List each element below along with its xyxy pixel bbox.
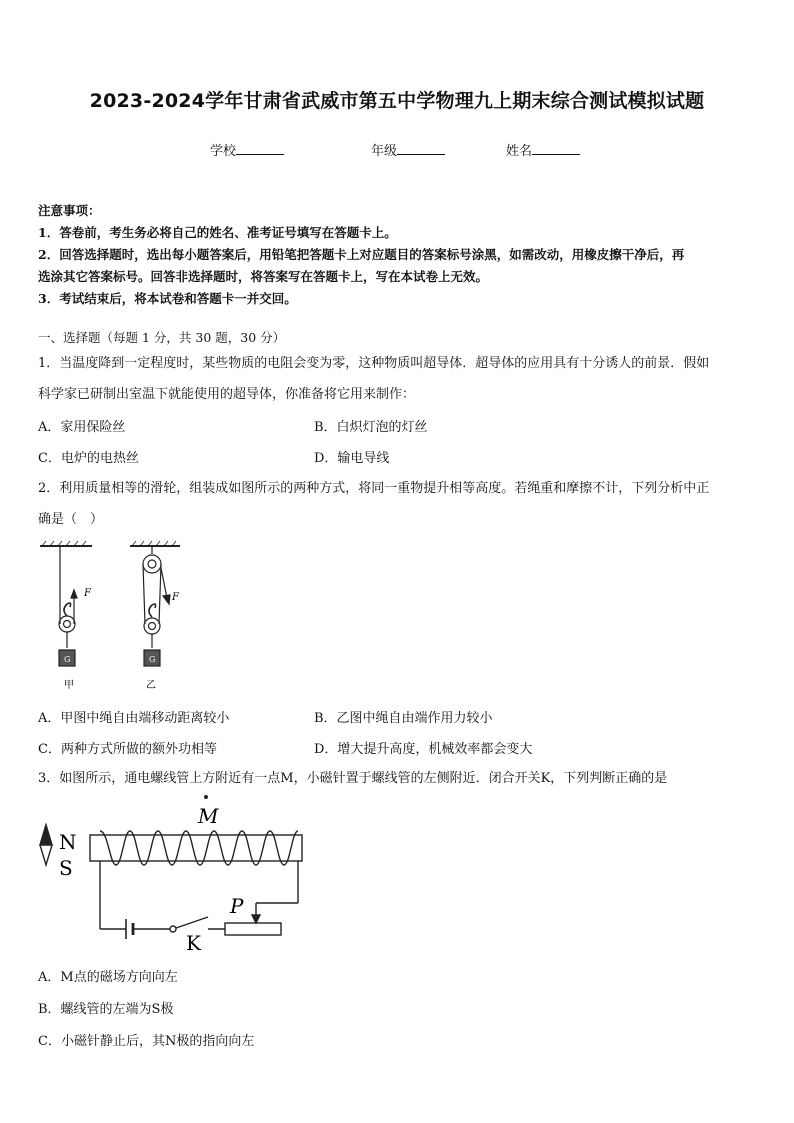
q2-option-a: A．甲图中绳自由端移动距离较小 — [38, 711, 230, 726]
name-field — [506, 140, 580, 159]
q2-option-d: D．增大提升高度，机械效率都会变大 — [314, 742, 533, 757]
note-item: 2．回答选择题时，选出每小题答案后，用铅笔把答题卡上对应题目的答案标号涂黑，如需改动，用橡皮擦干净后，再 — [38, 247, 685, 262]
question-1-text — [38, 348, 760, 410]
notes-block — [38, 200, 758, 310]
question-2-text — [38, 473, 760, 535]
q3-option-a: A．M点的磁场方向向左 — [38, 970, 178, 985]
grade-label: 年级 — [371, 144, 398, 159]
switch-k-label: K — [186, 931, 201, 955]
question-1-line: 1．当温度降到一定程度时，某些物质的电阻会变为零，这种物质叫超导体．超导体的应用具有十分诱人的前景．假如 — [38, 356, 710, 371]
question-2-line: 2．利用质量相等的滑轮，组装成如图所示的两种方式，将同一重物提升相等高度。若绳重和摩擦不计，下列分析中正 — [38, 481, 710, 496]
note-item: 3．考试结束后，将本试卷和答题卡一并交回。 — [38, 291, 297, 306]
figure-label-right: 乙 — [146, 680, 156, 691]
q1-option-c: C．电炉的电热丝 — [38, 451, 139, 466]
solenoid-figure — [30, 795, 320, 955]
name-label: 姓名 — [506, 144, 533, 159]
pulley-figure — [30, 538, 210, 698]
school-blank — [236, 142, 284, 155]
grade-blank — [397, 142, 445, 155]
question-1-line: 科学家已研制出室温下就能使用的超导体，你准备将它用来制作： — [38, 387, 416, 402]
south-label: S — [59, 856, 73, 880]
note-item: 选涂其它答案标号。回答非选择题时，将答案写在答题卡上，写在本试卷上无效。 — [38, 269, 489, 284]
force-label-right: F — [172, 592, 179, 603]
q1-option-d: D．输电导线 — [314, 451, 390, 466]
q3-option-b: B．螺线管的左端为S极 — [38, 1002, 174, 1017]
q1-option-a: A．家用保险丝 — [38, 420, 126, 435]
slider-p-label: P — [230, 894, 244, 918]
north-label: N — [59, 830, 77, 854]
q3-option-c: C．小磁针静止后，其N极的指向向左 — [38, 1034, 255, 1049]
question-3-text: 3．如图所示，通电螺线管上方附近有一点M，小磁针置于螺线管的左侧附近．闭合开关K，下列判断正确的是 — [38, 771, 668, 786]
q2-option-c: C．两种方式所做的额外功相等 — [38, 742, 217, 757]
section-heading: 一、选择题（每题 1 分，共 30 题，30 分） — [38, 330, 286, 345]
force-label-left: F — [84, 588, 91, 599]
name-blank — [532, 142, 580, 155]
school-label: 学校 — [210, 144, 237, 159]
page-title: 2023-2024学年甘肃省武威市第五中学物理九上期末综合测试模拟试题 — [89, 90, 705, 112]
notes-heading: 注意事项： — [38, 203, 101, 218]
weight-label-right: G — [149, 655, 156, 664]
grade-field — [371, 140, 445, 159]
weight-label-left: G — [64, 655, 71, 664]
school-field — [210, 140, 284, 159]
question-2-line: 确是（ ） — [38, 512, 104, 527]
figure-label-left: 甲 — [64, 680, 74, 691]
note-item: 1．答卷前，考生务必将自己的姓名、准考证号填写在答题卡上。 — [38, 225, 397, 240]
q2-option-b: B．乙图中绳自由端作用力较小 — [314, 711, 493, 726]
q1-option-b: B．白炽灯泡的灯丝 — [314, 420, 428, 435]
point-m-label: M — [198, 804, 219, 828]
